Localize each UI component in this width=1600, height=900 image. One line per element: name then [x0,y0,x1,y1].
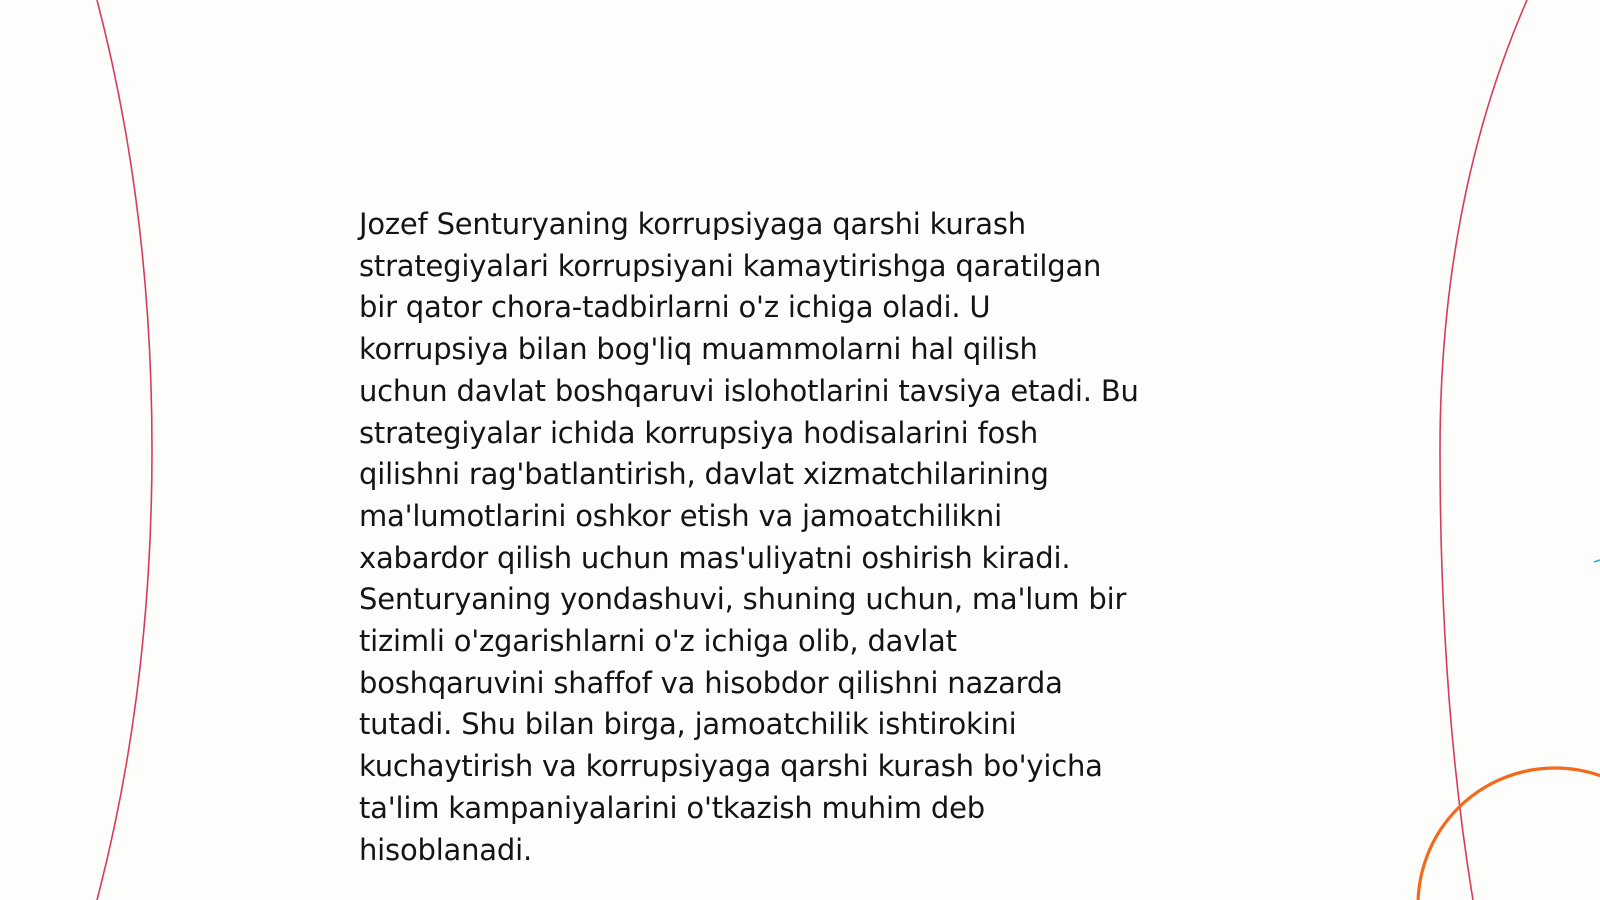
body-line: boshqaruvini shaffof va hisobdor qilishni nazarda [359,665,1063,700]
body-line: bir qator chora-tadbirlarni o'z ichiga oladi. U [359,290,991,325]
body-line: ta'lim kampaniyalarini o'tkazish muhim deb [359,790,985,825]
body-line: strategiyalar ichida korrupsiya hodisalarini fosh [359,415,1039,450]
body-line: Senturyaning yondashuvi, shuning uchun, ma'lum bir [359,582,1127,617]
right-arc-line [1440,0,1527,900]
body-line: hisoblanadi. [359,832,532,867]
body-line: Jozef Senturyaning korrupsiyaga qarshi kurash [359,207,1026,241]
left-arc-line [97,0,152,900]
body-line: kuchaytirish va korrupsiyaga qarshi kurash bo'yicha [359,749,1103,784]
body-line: strategiyalari korrupsiyani kamaytirishga qaratilgan [359,248,1102,283]
body-line: tizimli o'zgarishlarni o'z ichiga olib, davlat [359,624,957,659]
slide-body-text [359,204,1259,871]
body-line: tutadi. Shu bilan birga, jamoatchilik ishtirokini [359,707,1017,742]
corner-circle-outline [1418,768,1600,900]
body-line: korrupsiya bilan bog'liq muammolarni hal qilish [359,332,1038,367]
body-line: ma'lumotlarini oshkor etish va jamoatchilikni [359,498,1002,533]
body-line: xabardor qilish uchun mas'uliyatni oshirish kiradi. [359,540,1071,575]
edge-tick-mark [1594,560,1600,562]
body-line: uchun davlat boshqaruvi islohotlarini tavsiya etadi. Bu [359,373,1139,408]
body-line: qilishni rag'batlantirish, davlat xizmatchilarining [359,457,1049,492]
